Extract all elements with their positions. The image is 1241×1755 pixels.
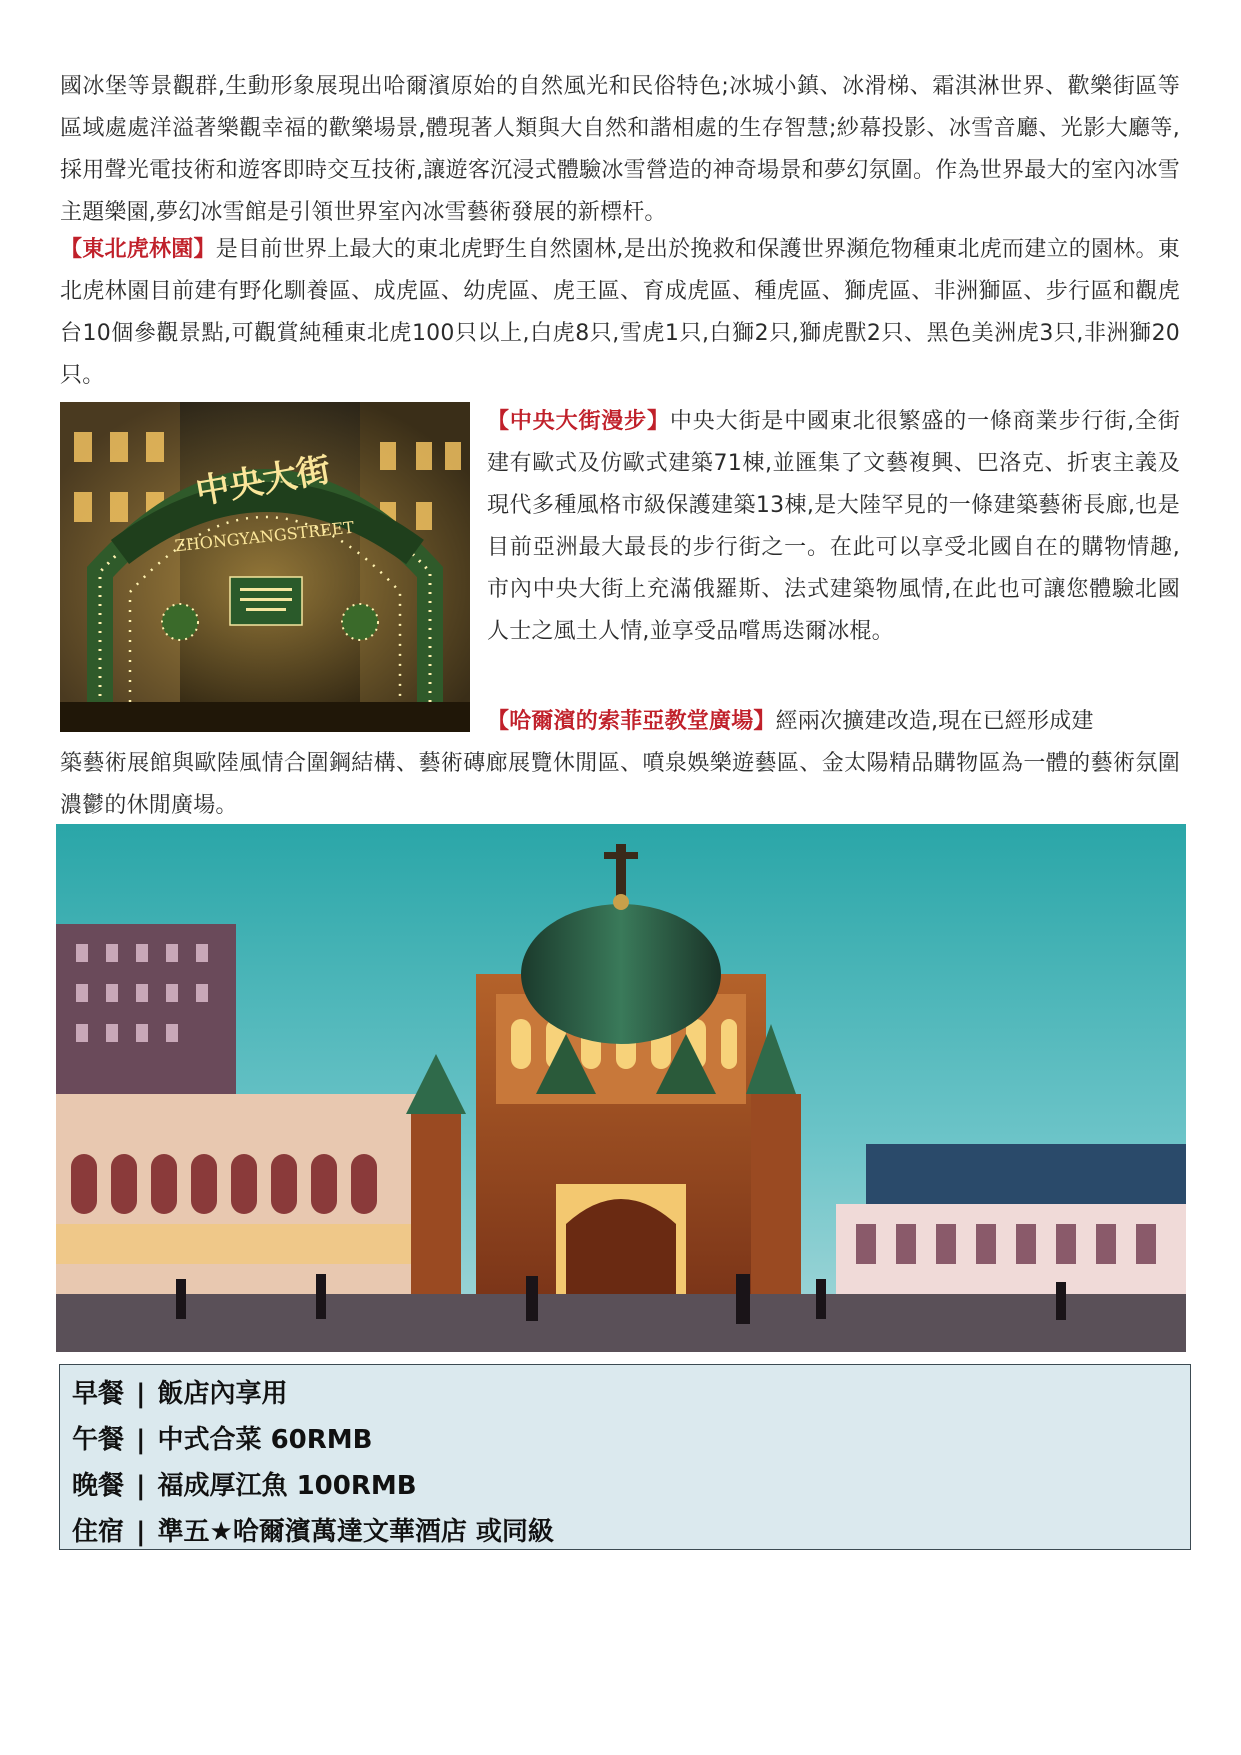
meal-separator: |	[136, 1425, 146, 1455]
sign-english-text: ZHONGYANGSTREET	[173, 517, 355, 556]
meal-row-accommodation	[72, 1509, 1178, 1555]
paragraph-tiger-park	[60, 229, 1180, 397]
meal-separator: |	[136, 1517, 146, 1547]
paragraph-sofia-rest: 築藝術展館與歐陸風情合圍鋼結構、藝術磚廊展覽休閒區、噴泉娛樂遊藝區、金太陽精品購物區為一體的藝術氛圍濃鬱的休閒廣場。	[60, 751, 1180, 818]
sign-chinese-text: 中央大街	[192, 449, 334, 513]
meal-value: 準五★哈爾濱萬達文華酒店 或同級	[157, 1517, 554, 1547]
meal-value: 飯店內享用	[157, 1379, 288, 1409]
meal-separator: |	[136, 1379, 146, 1409]
heading-sofia-square: 【哈爾濱的索菲亞教堂廣場】	[487, 709, 776, 734]
photo-central-street	[60, 402, 470, 732]
paragraph-central-street	[487, 401, 1180, 653]
heading-tiger-park: 【東北虎林園】	[60, 237, 216, 262]
heading-central-street: 【中央大街漫步】	[487, 409, 670, 434]
meal-row-lunch	[72, 1417, 1178, 1463]
body-sofia-line1: 經兩次擴建改造,現在已經形成建	[775, 709, 1094, 734]
meal-label: 住宿	[72, 1517, 125, 1547]
meal-label: 早餐	[72, 1379, 125, 1409]
paragraph-sofia-line1	[487, 701, 1180, 743]
meal-label: 午餐	[72, 1425, 125, 1455]
meal-separator: |	[136, 1471, 146, 1501]
meal-row-dinner	[72, 1463, 1178, 1509]
paragraph-ice-world: 國冰堡等景觀群,生動形象展現出哈爾濱原始的自然風光和民俗特色;冰城小鎮、冰滑梯、霜淇淋世界、歡樂街區等區域處處洋溢著樂觀幸福的歡樂場景,體現著人類與大自然和諧相處的生存智慧;紗幕投影、冰雪音廳、光影大廳等,採用聲光電技術和遊客即時交互技術,讓遊客沉浸式體驗冰雪營造的神奇場景和夢幻氛圍。作為世界最大的室內冰雪主題樂園,夢幻冰雪館是引領世界室內冰雪藝術發展的新標杆。	[60, 74, 1180, 225]
body-central-street: 中央大街是中國東北很繁盛的一條商業步行街,全街建有歐式及仿歐式建築71棟,並匯集了文藝複興、巴洛克、折衷主義及現代多種風格市級保護建築13棟,是大陸罕見的一條建築藝術長廊,也是目前亞洲最大最長的步行街之一。在此可以享受北國自在的購物情趣,市內中央大街上充滿俄羅斯、法式建築物風情,在此也可讓您體驗北國人士之風土人情,並享受品嚐馬迭爾冰棍。	[487, 409, 1180, 644]
meal-label: 晚餐	[72, 1471, 125, 1501]
photo-saint-sophia-cathedral	[56, 824, 1186, 1352]
meal-value: 中式合菜 60RMB	[157, 1425, 373, 1455]
body-tiger-park: 是目前世界上最大的東北虎野生自然園林,是出於挽救和保護世界瀕危物種東北虎而建立的園林。東北虎林園目前建有野化馴養區、成虎區、幼虎區、虎王區、育成虎區、種虎區、獅虎區、非洲獅區、步行區和觀虎台10個參觀景點,可觀賞純種東北虎100只以上,白虎8只,雪虎1只,白獅2只,獅虎獸2只、黑色美洲虎3只,非洲獅20只。	[60, 237, 1180, 388]
meal-value: 福成厚江魚 100RMB	[157, 1471, 417, 1501]
meal-info-box	[59, 1364, 1191, 1550]
meal-row-breakfast	[72, 1371, 1178, 1417]
